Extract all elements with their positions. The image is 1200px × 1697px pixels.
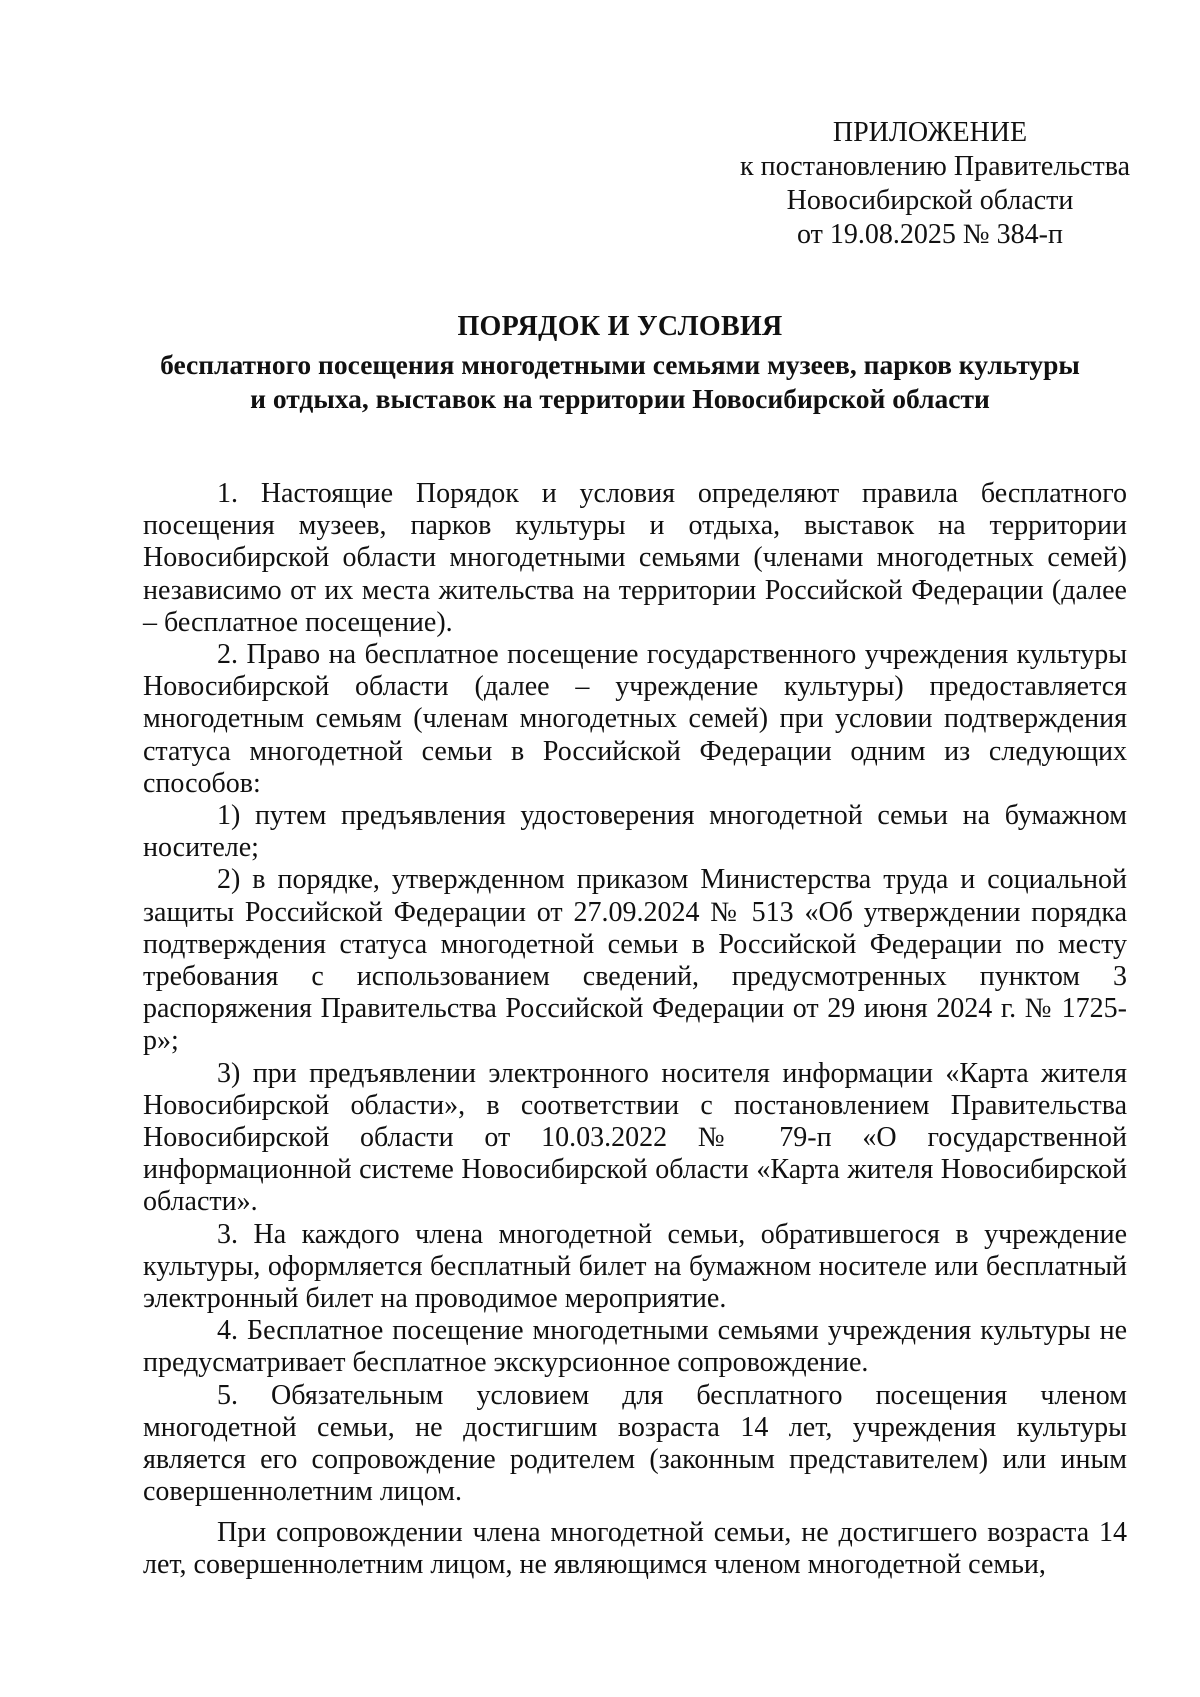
appendix-label: ПРИЛОЖЕНИЕ [832, 117, 1028, 148]
document-title-block [130, 310, 1110, 416]
paragraph-5: 5. Обязательным условием для бесплатного посещения членом многодетной семьи, не достигшим возраста 14 лет, учреждения культуры является его сопровождение родителем (законным представителем) или иным совершеннолетним лицом. [143, 1379, 1127, 1508]
document-subtitle-line-1: бесплатного посещения многодетными семьями музеев, парков культуры [160, 349, 1080, 380]
paragraph-2: 2. Право на бесплатное посещение государственного учреждения культуры Новосибирской области (далее – учреждение культуры) предоставляется многодетным семьям (членам многодетных семей) при условии подтверждения статуса многодетной семьи в Российской Федерации одним из следующих способов: [143, 639, 1127, 799]
paragraph-2-item-2: 2) в порядке, утвержденном приказом Министерства труда и социальной защиты Российской Федерации от 27.09.2024 № 513 «Об утверждении порядка подтверждения статуса многодетной семьи в Российской Федерации по месту требования с использованием сведений, предусмотренных пунктом 3 распоряжения Правительства Российской Федерации от 29 июня 2024 г. № 1725-р»; [143, 864, 1127, 1057]
appendix-date-number: от 19.08.2025 № 384-п [797, 219, 1063, 250]
appendix-region: Новосибирской области [786, 185, 1074, 216]
paragraph-2-item-1: 1) путем предъявления удостоверения многодетной семьи на бумажном носителе; [143, 800, 1127, 864]
document-title: ПОРЯДОК И УСЛОВИЯ [457, 311, 783, 342]
appendix-header [740, 116, 1131, 252]
paragraph-1: 1. Настоящие Порядок и условия определяют правила бесплатного посещения музеев, парков культуры и отдыха, выставок на территории Новосибирской области многодетными семьями (членами многодетных семей) независимо от их места жительства на территории Российской Федерации (далее – бесплатное посещение). [143, 478, 1127, 638]
paragraph-3: 3. На каждого члена многодетной семьи, обратившегося в учреждение культуры, оформляется бесплатный билет на бумажном носителе или бесплатный электронный билет на проводимое мероприятие. [143, 1218, 1127, 1315]
document-subtitle-line-2: и отдыха, выставок на территории Новосибирской области [250, 383, 990, 414]
paragraph-4: 4. Бесплатное посещение многодетными семьями учреждения культуры не предусматривает бесплатное экскурсионное сопровождение. [143, 1315, 1127, 1379]
document-body [143, 478, 1127, 1581]
paragraph-5-continuation: При сопровождении члена многодетной семьи, не достигшего возраста 14 лет, совершеннолетним лицом, не являющимся членом многодетной семьи, [143, 1516, 1127, 1580]
appendix-reference: к постановлению Правительства [740, 151, 1131, 182]
paragraph-2-item-3: 3) при предъявлении электронного носителя информации «Карта жителя Новосибирской области», в соответствии с постановлением Правительства Новосибирской области от 10.03.2022 № 79-п «О государственной информационной системе Новосибирской области «Карта жителя Новосибирской области». [143, 1057, 1127, 1218]
